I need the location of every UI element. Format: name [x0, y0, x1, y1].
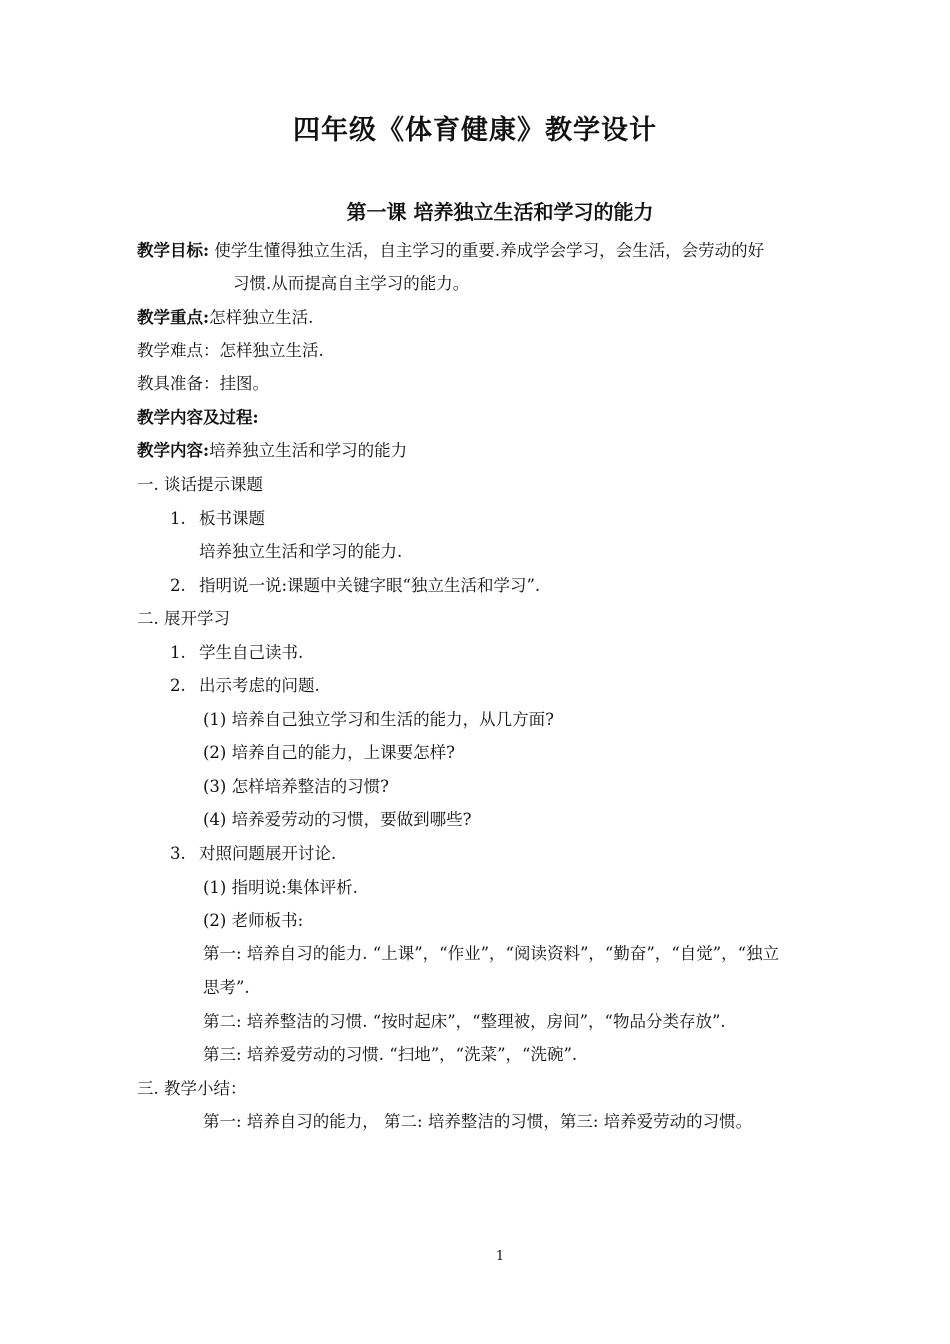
section1-item1: 板书课题 [199, 509, 265, 528]
objective-line-1 [137, 240, 764, 262]
summary-line: 第一: 培养自习的能力， 第二: 培养整洁的习惯，第三: 培养爱劳动的习惯。 [203, 1112, 753, 1131]
key-point-label: 教学重点: [137, 308, 210, 327]
section1-item1-sub: 培养独立生活和学习的能力. [199, 542, 403, 561]
section2-heading: 二. 展开学习 [137, 609, 230, 628]
lesson-title: 第一课 培养独立生活和学习的能力 [346, 200, 654, 224]
board-item-1-line-1: 第一: 培养自习的能力. “上课”，“作业”，“阅读资料”，“勤奋”，“自觉”，“独立 [203, 944, 780, 963]
content-text: 培养独立生活和学习的能力 [209, 441, 408, 460]
section2-item1-number: 1. [170, 643, 186, 662]
difficulty-line: 教学难点：怎样独立生活. [137, 341, 324, 360]
page-number: 1 [495, 1249, 505, 1264]
section2-item1: 学生自己读书. [199, 643, 304, 662]
content-label: 教学内容: [137, 441, 210, 460]
objective-label: 教学目标: [137, 241, 210, 260]
key-point-text: 怎样独立生活. [209, 308, 314, 327]
section2-item2-number: 2. [170, 676, 186, 695]
document-title: 四年级《体育健康》教学设计 [293, 115, 657, 146]
section2-item3-number: 3. [170, 844, 186, 863]
section1-item2-number: 2. [170, 576, 186, 595]
question-4: (4) 培养爱劳动的习惯，要做到哪些? [203, 810, 472, 829]
section1-item2: 指明说一说:课题中关键字眼“独立生活和学习”. [199, 576, 541, 595]
materials-line: 教具准备：挂图。 [137, 374, 269, 393]
objective-text: 使学生懂得独立生活，自主学习的重要.养成学会学习，会生活，会劳动的好 [214, 241, 765, 260]
question-1: (1) 培养自己独立学习和生活的能力，从几方面? [203, 710, 554, 729]
process-heading-label: 教学内容及过程: [137, 408, 259, 427]
board-item-2: 第二: 培养整洁的习惯. “按时起床”，“整理被，房间”，“物品分类存放”. [203, 1012, 726, 1031]
board-item-3: 第三: 培养爱劳动的习惯. “扫地”，“洗菜”，“洗碗”. [203, 1045, 578, 1064]
section1-heading: 一. 谈话提示课题 [137, 475, 263, 494]
process-heading [137, 407, 259, 429]
objective-line-2: 习惯.从而提高自主学习的能力。 [233, 274, 470, 293]
section1-item1-number: 1. [170, 509, 186, 528]
discussion-2: (2) 老师板书: [203, 911, 304, 930]
section2-item3: 对照问题展开讨论. [199, 844, 337, 863]
content-line [137, 440, 407, 462]
section3-heading: 三. 教学小结： [137, 1079, 247, 1098]
board-item-1-line-2: 思考”. [203, 978, 250, 997]
question-2: (2) 培养自己的能力，上课要怎样? [203, 743, 455, 762]
discussion-1: (1) 指明说:集体评析. [203, 878, 358, 897]
key-point-line [137, 307, 313, 329]
question-3: (3) 怎样培养整洁的习惯? [203, 777, 389, 796]
section2-item2: 出示考虑的问题. [199, 676, 320, 695]
